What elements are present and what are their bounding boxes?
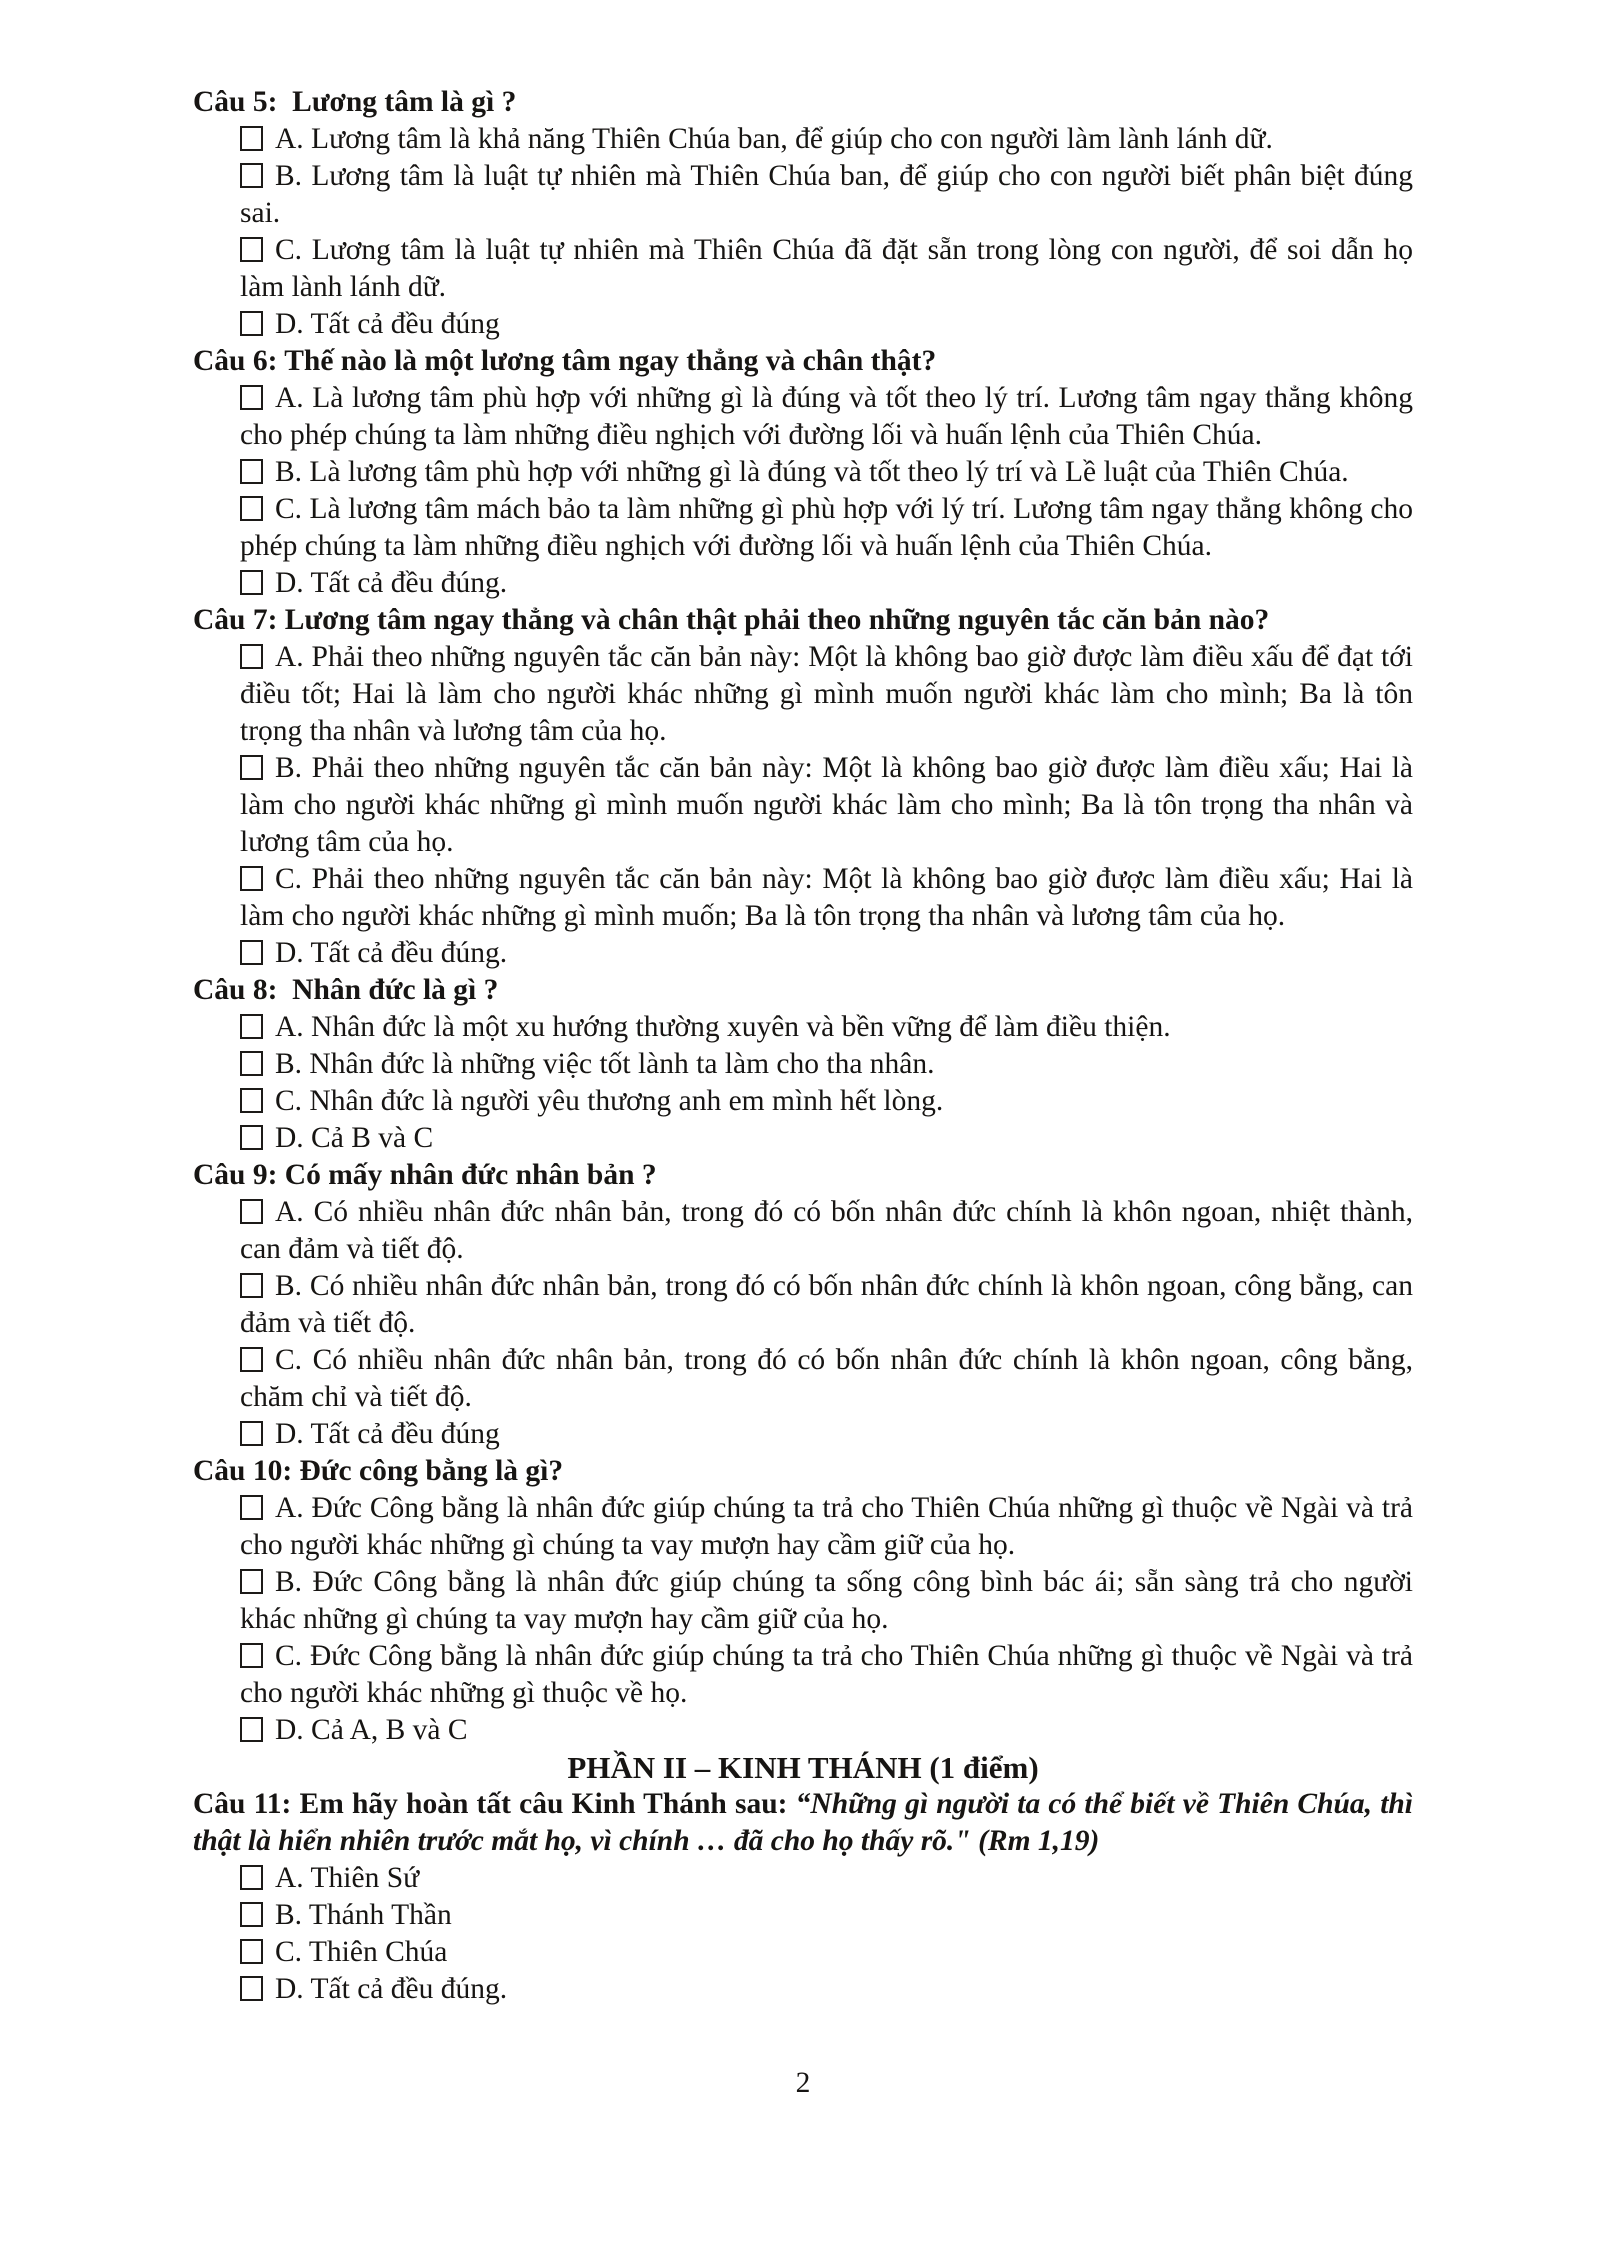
- answer-option: [240, 1342, 1413, 1416]
- question-heading: Câu 6: Thế nào là một lương tâm ngay thẳng và chân thật?: [193, 345, 937, 377]
- checkbox-icon[interactable]: [240, 1643, 263, 1668]
- option-text: C. Đức Công bằng là nhân đức giúp chúng ta trả cho Thiên Chúa những gì thuộc về Ngài và trả cho người khác những gì thuộc về họ.: [240, 1640, 1413, 1709]
- option-text: C. Nhân đức là người yêu thương anh em mình hết lòng.: [275, 1085, 944, 1117]
- option-text: D. Cả B và C: [275, 1122, 434, 1154]
- option-text: D. Tất cả đều đúng.: [275, 937, 508, 969]
- option-text: D. Tất cả đều đúng: [275, 1418, 500, 1450]
- checkbox-icon[interactable]: [240, 1717, 263, 1742]
- answer-option: [240, 1638, 1413, 1712]
- checkbox-icon[interactable]: [240, 459, 263, 484]
- answer-option: [240, 639, 1413, 750]
- checkbox-icon[interactable]: [240, 311, 263, 336]
- option-text: B. Nhân đức là những việc tốt lành ta làm cho tha nhân.: [275, 1048, 935, 1080]
- question-cau-11: [193, 1786, 1413, 2008]
- answer-option: [240, 380, 1413, 454]
- question-heading: [193, 1786, 1413, 1860]
- checkbox-icon[interactable]: [240, 755, 263, 780]
- checkbox-icon[interactable]: [240, 1976, 263, 2001]
- question-cau-8: [193, 972, 1413, 1157]
- checkbox-icon[interactable]: [240, 1865, 263, 1890]
- checkbox-icon[interactable]: [240, 940, 263, 965]
- checkbox-icon[interactable]: [240, 570, 263, 595]
- checkbox-icon[interactable]: [240, 237, 263, 262]
- answer-option: [240, 454, 1413, 491]
- answer-option: [240, 491, 1413, 565]
- answer-option: [240, 1268, 1413, 1342]
- question-heading-quote: “Những gì người ta có thể biết về Thiên Chúa, thì thật là hiển nhiên trước mắt họ, vì chính … đã cho họ thấy rõ." (Rm 1,19): [193, 1788, 1413, 1857]
- option-text: C. Là lương tâm mách bảo ta làm những gì phù hợp với lý trí. Lương tâm ngay thẳng không cho phép chúng ta làm những điều nghịch với đường lối và huấn lệnh của Thiên Chúa.: [240, 493, 1413, 562]
- answer-option: [240, 1416, 1413, 1453]
- answer-option: [240, 935, 1413, 972]
- option-text: B. Có nhiều nhân đức nhân bản, trong đó có bốn nhân đức chính là khôn ngoan, công bằng, can đảm và tiết độ.: [240, 1270, 1413, 1339]
- question-heading: Câu 7: Lương tâm ngay thẳng và chân thật phải theo những nguyên tắc căn bản nào?: [193, 604, 1270, 636]
- answer-option: [240, 1860, 1413, 1897]
- checkbox-icon[interactable]: [240, 1347, 263, 1372]
- answer-option: [240, 1194, 1413, 1268]
- answer-option: [240, 1934, 1413, 1971]
- answer-option: [240, 565, 1413, 602]
- answer-option: [240, 1971, 1413, 2008]
- question-heading-lead: Câu 11: Em hãy hoàn tất câu Kinh Thánh sau:: [193, 1788, 788, 1820]
- option-text: D. Tất cả đều đúng.: [275, 567, 508, 599]
- checkbox-icon[interactable]: [240, 163, 263, 188]
- option-text: A. Có nhiều nhân đức nhân bản, trong đó có bốn nhân đức chính là khôn ngoan, nhiệt thành, can đảm và tiết độ.: [240, 1196, 1413, 1265]
- checkbox-icon[interactable]: [240, 1088, 263, 1113]
- option-text: D. Tất cả đều đúng.: [275, 1973, 508, 2005]
- answer-option: [240, 1712, 1413, 1749]
- option-text: B. Lương tâm là luật tự nhiên mà Thiên Chúa ban, để giúp cho con người biết phân biệt đúng sai.: [240, 160, 1413, 229]
- answer-option: [240, 750, 1413, 861]
- page-number: 2: [795, 2067, 811, 2099]
- checkbox-icon[interactable]: [240, 1569, 263, 1594]
- option-text: B. Đức Công bằng là nhân đức giúp chúng ta sống công bình bác ái; sẵn sàng trả cho người khác những gì chúng ta vay mượn hay cầm giữ của họ.: [240, 1566, 1413, 1635]
- option-text: A. Là lương tâm phù hợp với những gì là đúng và tốt theo lý trí. Lương tâm ngay thẳng không cho phép chúng ta làm những điều nghịch với đường lối và huấn lệnh của Thiên Chúa.: [240, 382, 1413, 451]
- question-heading: Câu 9: Có mấy nhân đức nhân bản ?: [193, 1159, 657, 1191]
- option-text: B. Thánh Thần: [275, 1899, 452, 1931]
- question-cau-9: [193, 1157, 1413, 1453]
- answer-option: [240, 1120, 1413, 1157]
- checkbox-icon[interactable]: [240, 385, 263, 410]
- answer-option: [240, 1564, 1413, 1638]
- checkbox-icon[interactable]: [240, 1421, 263, 1446]
- answer-option: [240, 121, 1413, 158]
- question-cau-5: [193, 84, 1413, 343]
- checkbox-icon[interactable]: [240, 1199, 263, 1224]
- option-text: A. Nhân đức là một xu hướng thường xuyên và bền vững để làm điều thiện.: [275, 1011, 1171, 1043]
- option-text: C. Phải theo những nguyên tắc căn bản này: Một là không bao giờ được làm điều xấu; Hai là làm cho người khác những gì mình muốn; Ba là tôn trọng tha nhân và lương tâm của họ.: [240, 863, 1413, 932]
- question-heading: Câu 10: Đức công bằng là gì?: [193, 1455, 564, 1487]
- checkbox-icon[interactable]: [240, 1939, 263, 1964]
- checkbox-icon[interactable]: [240, 1495, 263, 1520]
- answer-option: [240, 306, 1413, 343]
- answer-option: [240, 1009, 1413, 1046]
- answer-option: [240, 1897, 1413, 1934]
- option-text: C. Lương tâm là luật tự nhiên mà Thiên Chúa đã đặt sẵn trong lòng con người, để soi dẫn họ làm lành lánh dữ.: [240, 234, 1413, 303]
- answer-option: [240, 158, 1413, 232]
- option-text: A. Thiên Sứ: [275, 1862, 420, 1894]
- question-cau-7: [193, 602, 1413, 972]
- checkbox-icon[interactable]: [240, 1014, 263, 1039]
- option-text: C. Có nhiều nhân đức nhân bản, trong đó có bốn nhân đức chính là khôn ngoan, công bằng, chăm chỉ và tiết độ.: [240, 1344, 1413, 1413]
- option-text: A. Phải theo những nguyên tắc căn bản này: Một là không bao giờ được làm điều xấu để đạt tới điều tốt; Hai là làm cho người khác những gì mình muốn người khác làm cho mình; Ba là tôn trọng tha nhân và lương tâm của họ.: [240, 641, 1413, 747]
- section-heading: PHẦN II – KINH THÁNH (1 điểm): [567, 1750, 1039, 1785]
- answer-option: [240, 861, 1413, 935]
- option-text: C. Thiên Chúa: [275, 1936, 448, 1968]
- answer-option: [240, 232, 1413, 306]
- checkbox-icon[interactable]: [240, 1125, 263, 1150]
- checkbox-icon[interactable]: [240, 1051, 263, 1076]
- option-text: A. Lương tâm là khả năng Thiên Chúa ban, để giúp cho con người làm lành lánh dữ.: [275, 123, 1273, 155]
- answer-option: [240, 1490, 1413, 1564]
- option-text: A. Đức Công bằng là nhân đức giúp chúng ta trả cho Thiên Chúa những gì thuộc về Ngài và trả cho người khác những gì chúng ta vay mượn hay cầm giữ của họ.: [240, 1492, 1413, 1561]
- option-text: D. Cả A, B và C: [275, 1714, 468, 1746]
- option-text: D. Tất cả đều đúng: [275, 308, 500, 340]
- checkbox-icon[interactable]: [240, 866, 263, 891]
- option-text: B. Là lương tâm phù hợp với những gì là đúng và tốt theo lý trí và Lề luật của Thiên Chúa.: [275, 456, 1349, 488]
- checkbox-icon[interactable]: [240, 126, 263, 151]
- checkbox-icon[interactable]: [240, 1273, 263, 1298]
- option-text: B. Phải theo những nguyên tắc căn bản này: Một là không bao giờ được làm điều xấu; Hai là làm cho người khác những gì mình muốn người khác làm cho mình; Ba là tôn trọng tha nhân và lương tâm của họ.: [240, 752, 1413, 858]
- question-heading: Câu 8: Nhân đức là gì ?: [193, 974, 499, 1006]
- checkbox-icon[interactable]: [240, 1902, 263, 1927]
- answer-option: [240, 1083, 1413, 1120]
- question-heading: Câu 5: Lương tâm là gì ?: [193, 86, 517, 118]
- answer-option: [240, 1046, 1413, 1083]
- checkbox-icon[interactable]: [240, 496, 263, 521]
- question-cau-6: [193, 343, 1413, 602]
- checkbox-icon[interactable]: [240, 644, 263, 669]
- question-cau-10: [193, 1453, 1413, 1749]
